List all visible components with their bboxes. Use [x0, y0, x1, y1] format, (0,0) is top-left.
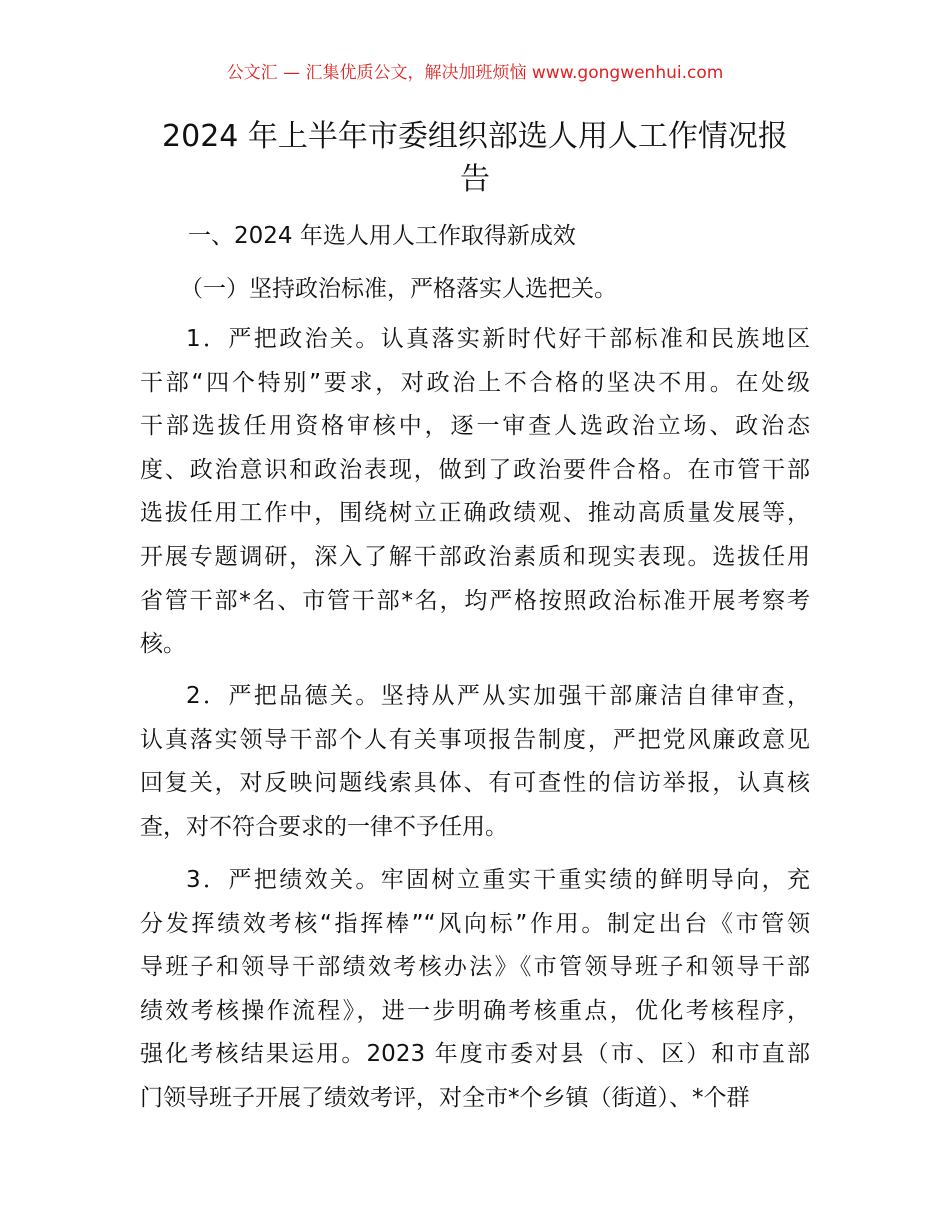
paragraph-line: 导班子和领导干部绩效考核办法》《市管领导班子和领导干部 — [140, 954, 810, 981]
paragraph-line: 干部选拔任用资格审核中，逐一审查人选政治立场、政治态 — [140, 413, 810, 440]
paragraph-line: 2．严把品德关。坚持从严从实加强干部廉洁自律审查， — [186, 683, 810, 709]
document-title — [140, 115, 810, 201]
paragraph-line: 选拔任用工作中，围绕树立正确政绩观、推动高质量发展等， — [140, 500, 810, 527]
paragraph-line: 省管干部*名、市管干部*名，均严格按照政治标准开展考察考 — [140, 587, 810, 614]
paragraph-line: 认真落实领导干部个人有关事项报告制度，严把党风廉政意见 — [140, 726, 810, 753]
paragraph-line: 核。 — [140, 631, 186, 658]
paragraph-line: 回复关，对反映问题线索具体、有可查性的信访举报，认真核 — [140, 770, 810, 797]
title-line: 告 — [460, 162, 490, 197]
paragraph-line: 度、政治意识和政治表现，做到了政治要件合格。在市管干部 — [140, 456, 810, 483]
paragraph-line: 强化考核结果运用。2023 年度市委对县（市、区）和市直部 — [140, 1041, 810, 1068]
paragraph-political — [140, 318, 810, 667]
paragraph-line: 3．严把绩效关。牢固树立重实干重实绩的鲜明导向，充 — [186, 867, 810, 893]
paragraph-line: 开展专题调研，深入了解干部政治素质和现实表现。选拔任用 — [140, 543, 810, 570]
paragraph-performance — [140, 859, 810, 1121]
paragraph-integrity — [140, 675, 810, 849]
paragraph-line: 1．严把政治关。认真落实新时代好干部标准和民族地区 — [186, 326, 810, 352]
paragraph-line: 绩效考核操作流程》，进一步明确考核重点，优化考核程序， — [140, 997, 810, 1024]
paragraph-line: 分发挥绩效考核“指挥棒”“风向标”作用。制定出台《市管领 — [140, 910, 810, 937]
paragraph-line: 干部“四个特别”要求，对政治上不合格的坚决不用。在处级 — [140, 369, 810, 396]
subsection-heading-text: （一）坚持政治标准，严格落实人选把关。 — [180, 276, 617, 302]
title-line: 2024 年上半年市委组织部选人用人工作情况报 — [162, 119, 788, 154]
section-heading — [140, 215, 810, 259]
subsection-heading — [140, 268, 810, 312]
section-heading-text: 一、2024 年选人用人工作取得新成效 — [188, 223, 576, 249]
paragraph-line: 门领导班子开展了绩效考评，对全市*个乡镇（街道）、*个群 — [140, 1084, 750, 1111]
watermark-banner: 公文汇 — 汇集优质公文，解决加班烦恼 www.gongwenhui.com — [226, 63, 724, 83]
paragraph-line: 查，对不符合要求的一律不予任用。 — [140, 813, 508, 840]
